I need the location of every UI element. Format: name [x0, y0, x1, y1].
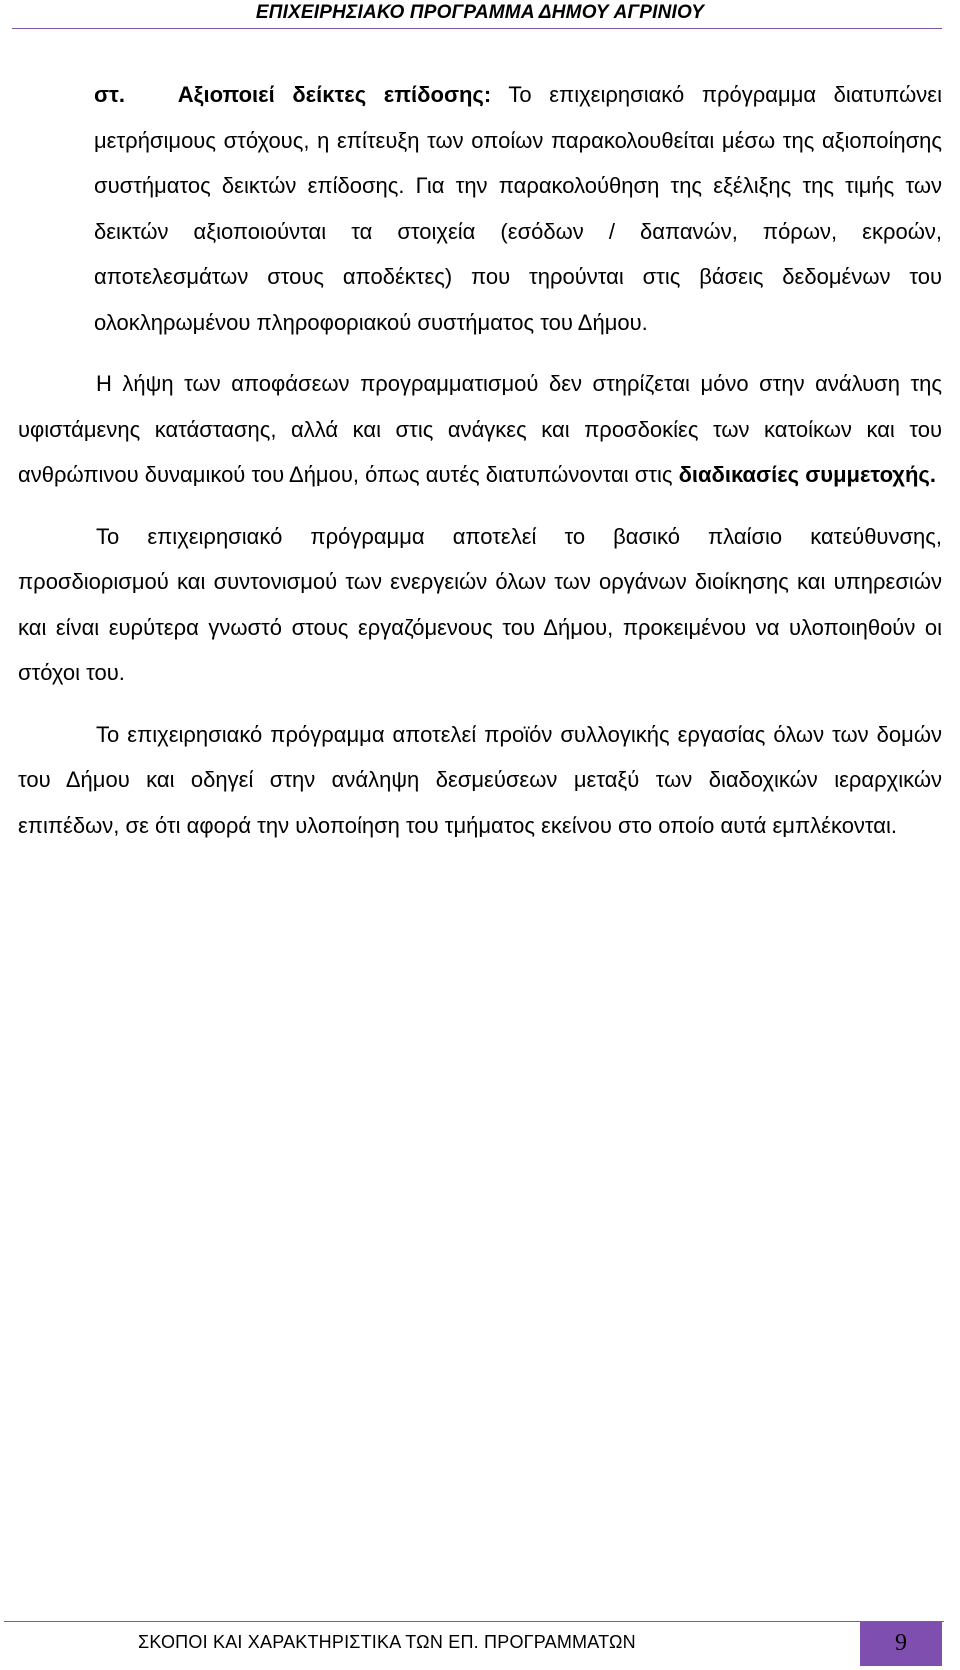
- paragraph-collective: [18, 712, 942, 849]
- footer-rule: [4, 1621, 944, 1622]
- section-st-text: Το επιχειρησιακό πρόγραμμα διατυπώνει μετρήσιμους στόχους, η επίτευξη των οποίων παρακολουθείται μέσω της αξιοποίησης συστήματος δεικτών επίδοσης. Για την παρακολούθηση της εξέλιξης της τιμής των δεικτών αξιοποιούνται τα στοιχεία (εσόδων / δαπανών, πόρων, εκροών, αποτελεσμάτων στους αποδέκτες) που τηρούνται στις βάσεις δεδομένων του ολοκληρωμένου πληροφοριακού συστήματος του Δήμου.: [94, 82, 942, 335]
- page-number: 9: [895, 1630, 907, 1656]
- header-rule: [12, 28, 942, 29]
- page-footer: [0, 1618, 960, 1670]
- document-body: [18, 72, 942, 864]
- footer-title: ΣΚΟΠΟΙ ΚΑΙ ΧΑΡΑΚΤΗΡΙΣΤΙΚΑ ΤΩΝ ΕΠ. ΠΡΟΓΡΑΜΜΑΤΩΝ: [138, 1632, 636, 1652]
- paragraph-framework-text: Το επιχειρησιακό πρόγραμμα αποτελεί το βασικό πλαίσιο κατεύθυνσης, προσδιορισμού και συντονισμού των ενεργειών όλων των οργάνων διοίκησης και υπηρεσιών και είναι ευρύτερα γνωστό στους εργαζόμενους του Δήμου, προκειμένου να υλοποιηθούν οι στόχοι του.: [18, 523, 942, 685]
- paragraph-decisions: [18, 361, 942, 498]
- paragraph-decisions-text: Η λήψη των αποφάσεων προγραμματισμού δεν στηρίζεται μόνο στην ανάλυση της υφιστάμενης κατάστασης, αλλά και στις ανάγκες και προσδοκίες των κατοίκων και του ανθρώπινου δυναμικού του Δήμου, όπως αυτές διατυπώνονται στις: [18, 371, 942, 487]
- section-st-paragraph: [94, 72, 942, 345]
- section-st-label: στ.: [94, 82, 125, 107]
- section-st-heading: Αξιοποιεί δείκτες επίδοσης:: [177, 82, 492, 107]
- header-title: ΕΠΙΧΕΙΡΗΣΙΑΚΟ ΠΡΟΓΡΑΜΜΑ ΔΗΜΟΥ ΑΓΡΙΝΙΟΥ: [255, 2, 705, 23]
- paragraph-framework: [18, 514, 942, 696]
- page-header: [0, 0, 960, 36]
- paragraph-collective-text: Το επιχειρησιακό πρόγραμμα αποτελεί προϊόν συλλογικής εργασίας όλων των δομών του Δήμου και οδηγεί στην ανάληψη δεσμεύσεων μεταξύ των διαδοχικών ιεραρχικών επιπέδων, σε ότι αφορά την υλοποίηση του τμήματος εκείνου στο οποίο αυτά εμπλέκονται.: [18, 721, 942, 838]
- paragraph-decisions-bold: διαδικασίες συμμετοχής.: [678, 462, 936, 487]
- page-number-box: [860, 1622, 942, 1666]
